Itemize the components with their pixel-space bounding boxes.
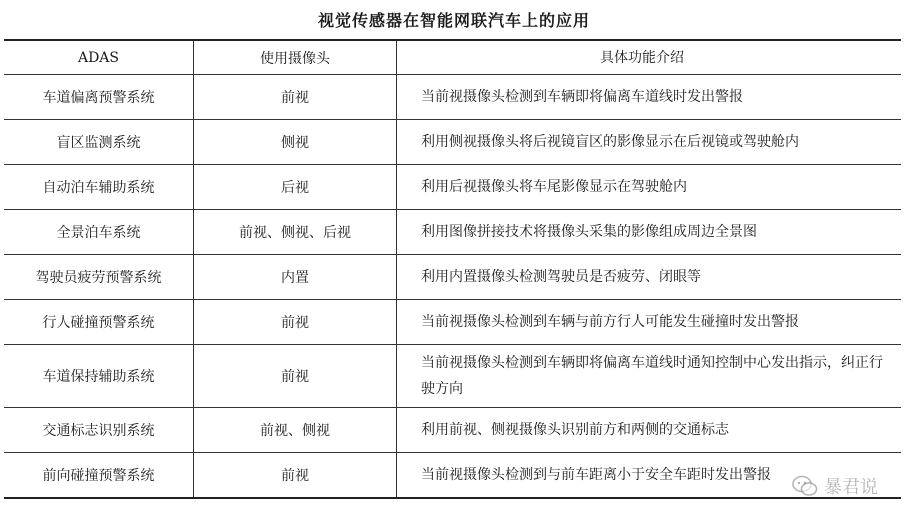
camera-cell: 前视 (194, 75, 397, 120)
table-row (4, 255, 901, 300)
camera-cell: 前视 (194, 453, 397, 499)
system-cell: 车道保持辅助系统 (4, 345, 194, 408)
camera-cell: 前视、侧视、后视 (194, 210, 397, 255)
header-description: 具体功能介绍 (397, 40, 902, 75)
description-cell: 当前视摄像头检测到车辆即将偏离车道线时发出警报 (397, 75, 902, 120)
system-cell: 全景泊车系统 (4, 210, 194, 255)
table-title: 视觉传感器在智能网联汽车上的应用 (317, 11, 590, 30)
table-row (4, 165, 901, 210)
system-cell: 前向碰撞预警系统 (4, 453, 194, 499)
system-cell: 盲区监测系统 (4, 120, 194, 165)
table-header-row (4, 40, 901, 75)
description-cell: 利用内置摄像头检测驾驶员是否疲劳、闭眼等 (397, 255, 902, 300)
description-cell: 利用图像拼接技术将摄像头采集的影像组成周边全景图 (397, 210, 902, 255)
wechat-icon (792, 475, 818, 497)
system-cell: 交通标志识别系统 (4, 408, 194, 453)
description-cell: 当前视摄像头检测到车辆与前方行人可能发生碰撞时发出警报 (397, 300, 902, 345)
description-cell: 当前视摄像头检测到车辆即将偏离车道线时通知控制中心发出指示，纠正行驶方向 (397, 345, 902, 408)
adas-camera-table (4, 39, 901, 499)
table-row (4, 345, 901, 408)
system-cell: 行人碰撞预警系统 (4, 300, 194, 345)
camera-cell: 内置 (194, 255, 397, 300)
camera-cell: 前视 (194, 345, 397, 408)
camera-cell: 后视 (194, 165, 397, 210)
camera-cell: 前视、侧视 (194, 408, 397, 453)
camera-cell: 侧视 (194, 120, 397, 165)
header-camera: 使用摄像头 (194, 40, 397, 75)
description-cell: 利用后视摄像头将车尾影像显示在驾驶舱内 (397, 165, 902, 210)
table-row (4, 408, 901, 453)
table-row (4, 300, 901, 345)
table-row (4, 210, 901, 255)
system-cell: 车道偏离预警系统 (4, 75, 194, 120)
table-row (4, 75, 901, 120)
camera-cell: 前视 (194, 300, 397, 345)
system-cell: 驾驶员疲劳预警系统 (4, 255, 194, 300)
system-cell: 自动泊车辅助系统 (4, 165, 194, 210)
description-cell: 利用前视、侧视摄像头识别前方和两侧的交通标志 (397, 408, 902, 453)
watermark-text: 暴君说 (824, 477, 878, 498)
description-cell: 利用侧视摄像头将后视镜盲区的影像显示在后视镜或驾驶舱内 (397, 120, 902, 165)
table-row (4, 453, 901, 499)
table-row (4, 120, 901, 165)
header-adas: ADAS (4, 40, 194, 75)
watermark (792, 473, 878, 499)
description-cell: 当前视摄像头检测到与前车距离小于安全车距时发出警报 (397, 453, 902, 499)
